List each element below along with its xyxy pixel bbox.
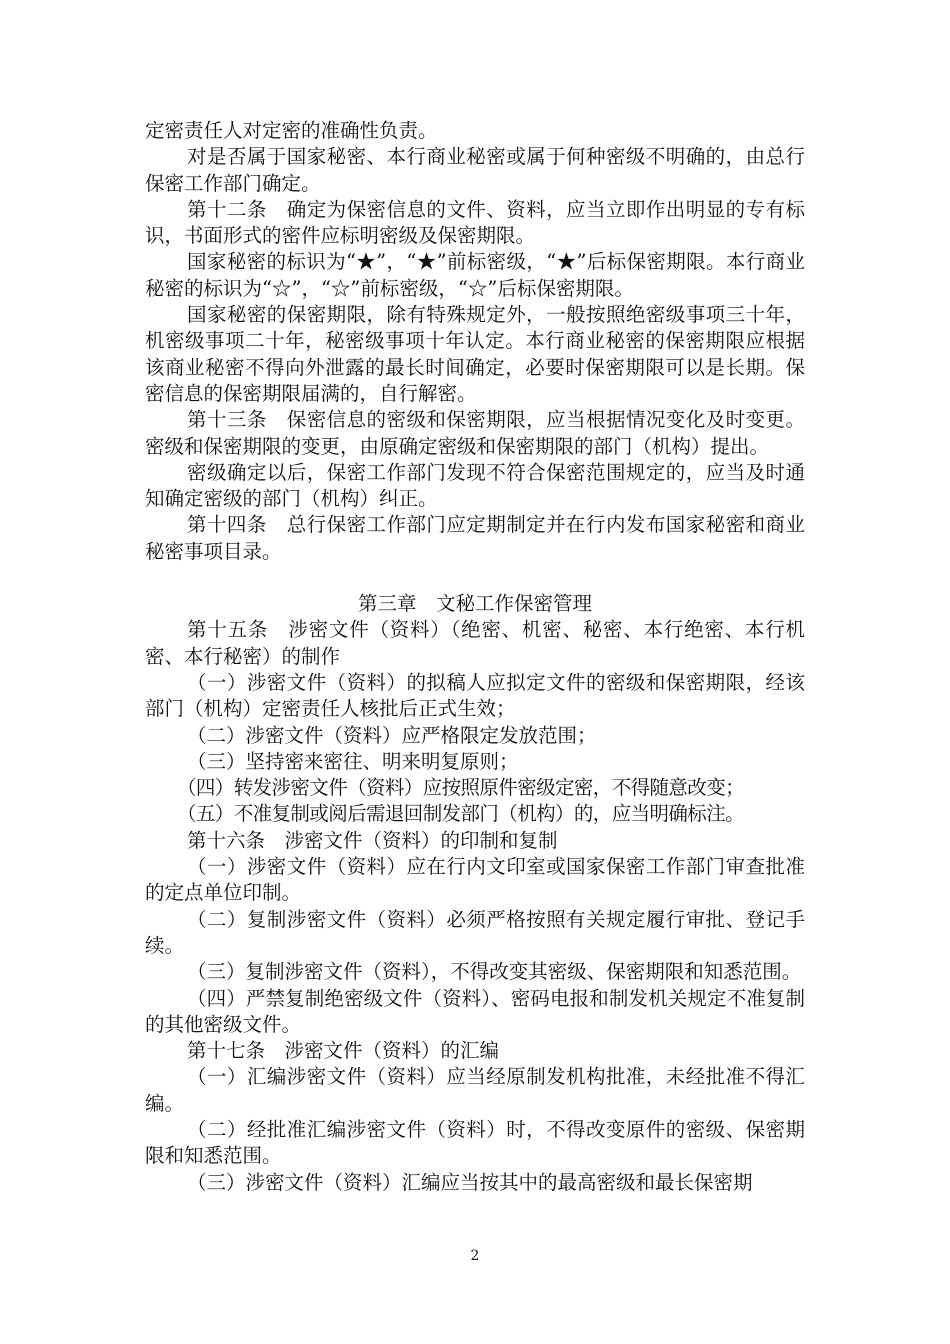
list-item: （一）涉密文件（资料）的拟稿人应拟定文件的密级和保密期限，经该部门（机构）定密责任人核批后正式生效；	[145, 670, 805, 721]
paragraph: 密级确定以后，保密工作部门发现不符合保密范围规定的，应当及时通知确定密级的部门（机构）纠正。	[145, 460, 805, 511]
article-17: 第十七条 涉密文件（资料）的汇编	[187, 1039, 500, 1063]
paragraph: 对是否属于国家秘密、本行商业秘密或属于何种密级不明确的，由总行保密工作部门确定。	[145, 145, 805, 195]
list-item: （二）复制涉密文件（资料）必须严格按照有关规定履行审批、登记手续。	[145, 907, 805, 957]
list-item: （一）涉密文件（资料）应在行内文印室或国家保密工作部门审查批准的定点单位印制。	[145, 855, 805, 905]
list-item: （二）经批准汇编涉密文件（资料）时，不得改变原件的密级、保密期限和知悉范围。	[145, 1117, 805, 1168]
paragraph: 国家秘密的标识为“★”，“★”前标密级，“★”后标保密期限。本行商业秘密的标识为“☆”，“☆”前标密级，“☆”后标保密期限。	[145, 250, 805, 300]
list-item: （三）复制涉密文件（资料），不得改变其密级、保密期限和知悉范围。	[187, 960, 802, 984]
paragraph: 定密责任人对定密的准确性负责。	[145, 119, 438, 142]
list-item: （五）不准复制或阅后需退回制发部门（机构）的，应当明确标注。	[177, 802, 745, 826]
list-item: （二）涉密文件（资料）应严格限定发放范围；	[187, 723, 597, 747]
article-12: 第十二条 确定为保密信息的文件、资料，应当立即作出明显的专有标识，书面形式的密件应标明密级及保密期限。	[145, 197, 805, 248]
list-item: （三）涉密文件（资料）汇编应当按其中的最高密级和最长保密期	[187, 1170, 753, 1194]
article-14: 第十四条 总行保密工作部门应定期制定并在行内发布国家秘密和商业秘密事项目录。	[145, 513, 805, 563]
list-item: （四）严禁复制绝密级文件（资料）、密码电报和制发机关规定不准复制的其他密级文件。	[145, 986, 805, 1036]
paragraph: 国家秘密的保密期限，除有特殊规定外，一般按照绝密级事项三十年，机密级事项二十年，秘密级事项十年认定。本行商业秘密的保密期限应根据该商业秘密不得向外泄露的最长时间确定，必要时保密期限可以是长期。保密信息的保密期限届满的，自行解密。	[145, 303, 805, 405]
article-16: 第十六条 涉密文件（资料）的印制和复制	[187, 828, 558, 852]
list-item: （一）汇编涉密文件（资料）应当经原制发机构批准，未经批准不得汇编。	[145, 1065, 805, 1115]
body-text	[145, 118, 805, 1196]
list-item: （四）转发涉密文件（资料）应按照原件密级定密，不得随意改变；	[177, 776, 745, 800]
article-13: 第十三条 保密信息的密级和保密期限，应当根据情况变化及时变更。密级和保密期限的变更，由原确定密级和保密期限的部门（机构）提出。	[145, 408, 805, 458]
page-number: 2	[470, 1248, 480, 1264]
article-15: 第十五条 涉密文件（资料）（绝密、机密、秘密、本行绝密、本行机密、本行秘密）的制作	[145, 618, 805, 668]
chapter-title: 第三章 文秘工作保密管理	[357, 592, 592, 616]
list-item: （三）坚持密来密往、明来明复原则；	[187, 749, 519, 773]
